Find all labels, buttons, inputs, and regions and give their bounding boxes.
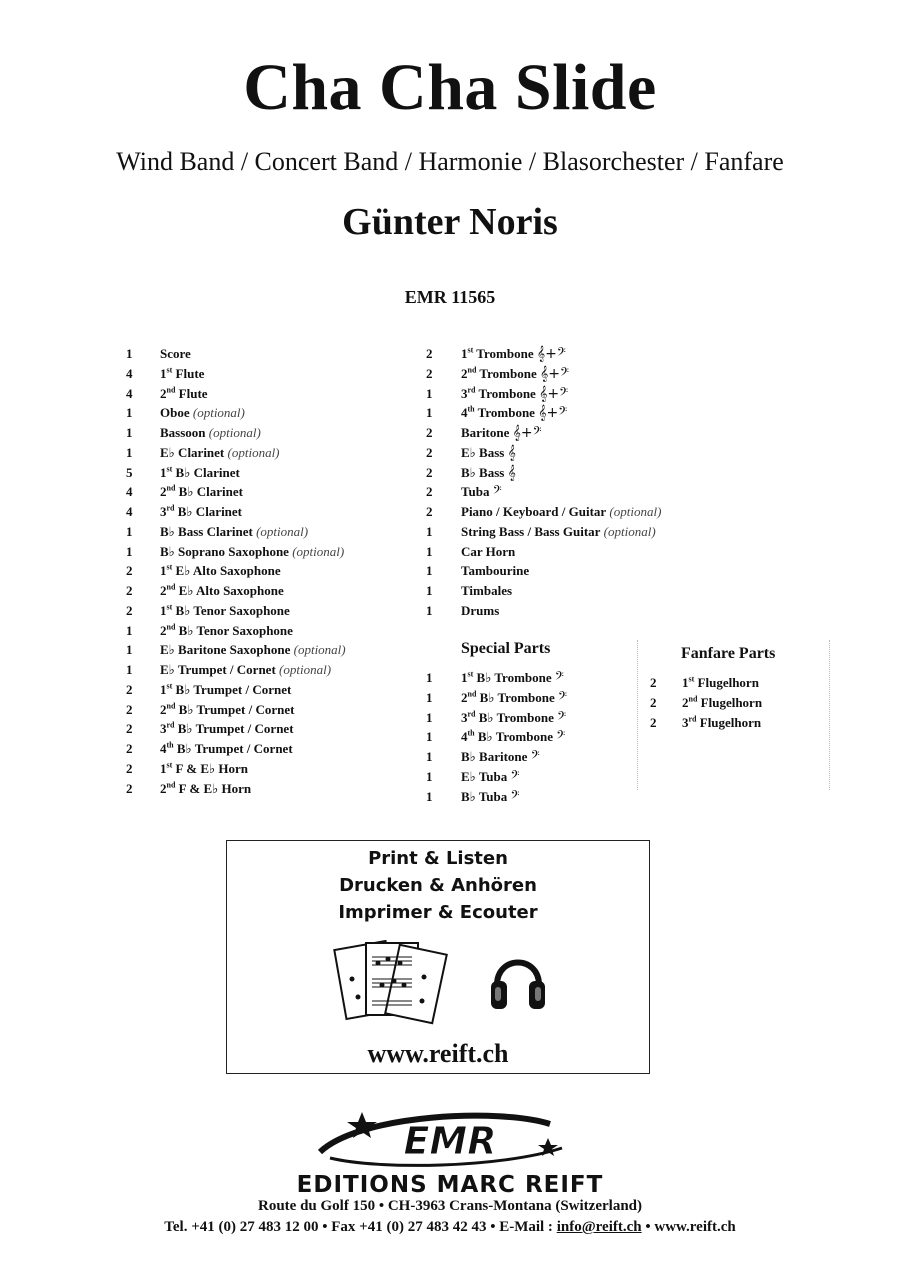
part-quantity: 1 [426,523,433,539]
contact-website[interactable]: • www.reift.ch [641,1219,736,1235]
part-label: B♭ Trombone [475,709,558,725]
divider-line [829,640,830,790]
part-name [461,729,565,745]
part-name [461,465,516,481]
part-label: Car Horn [461,543,516,559]
clef-icon: 𝄢 [510,788,520,805]
part-ordinal: 2 [160,622,167,638]
headphones-icon [489,941,547,1013]
part-label: Flute [172,365,205,381]
part-label: String Bass / Bass Guitar [461,523,601,539]
optional-note: (optional) [224,444,280,460]
part-ordinal-suffix: nd [166,385,176,395]
part-quantity: 2 [650,694,657,710]
part-quantity: 1 [126,543,133,559]
part-label: B♭ Trumpet / Cornet [173,741,293,756]
part-label: B♭ Clarinet [174,504,243,519]
part-quantity: 1 [126,622,133,638]
part-label: Trombone [475,385,540,401]
part-ordinal: 1 [160,681,167,697]
part-ordinal: 1 [160,365,167,381]
optional-note: (optional) [288,543,345,559]
part-name [461,583,512,599]
part-ordinal: 3 [160,504,167,519]
part-name [682,695,762,711]
part-name [461,710,566,726]
part-ordinal-suffix: st [688,674,695,684]
part-label: F & E♭ Horn [172,760,248,776]
part-ordinal: 4 [160,741,167,756]
part-ordinal-suffix: th [467,404,475,414]
part-quantity: 2 [126,602,133,618]
part-name [160,741,293,757]
part-label: B♭ Trombone [476,689,559,705]
part-name [160,405,245,421]
part-name [160,346,191,362]
part-ordinal: 1 [461,346,468,361]
contact-phone-fax: Tel. +41 (0) 27 483 12 00 • Fax +41 (0) 27 483 42 43 • E-Mail : [164,1219,557,1235]
promo-line-german: Drucken & Anhören [339,875,537,896]
part-quantity: 2 [126,681,133,697]
part-name [461,504,661,520]
part-name [160,524,308,540]
clef-icon: 𝄞+𝄢 [512,425,542,441]
optional-note: (optional) [275,662,332,677]
clef-icon: 𝄢 [558,689,568,706]
part-label: E♭ Clarinet [160,444,225,460]
part-label: B♭ Tenor Saxophone [172,602,290,618]
part-name [160,682,291,698]
part-name [682,675,759,691]
part-label: B♭ Baritone [461,749,531,764]
part-ordinal: 2 [682,694,689,710]
part-quantity: 2 [426,365,433,381]
part-name [160,544,344,560]
part-label: Oboe [160,405,190,421]
part-ordinal: 2 [461,689,468,705]
part-quantity: 1 [426,749,433,764]
part-quantity: 2 [126,563,133,579]
part-name [160,721,294,737]
part-quantity: 1 [426,563,433,579]
clef-icon: 𝄞+𝄢 [536,346,566,362]
optional-note: (optional) [600,523,656,539]
part-quantity: 4 [126,385,133,401]
part-ordinal-suffix: nd [166,701,176,711]
part-name [461,524,656,540]
part-quantity: 2 [650,675,657,690]
part-name [160,445,280,461]
part-name [461,386,568,402]
part-ordinal-suffix: rd [166,720,175,730]
optional-note: (optional) [205,425,261,440]
part-name [160,761,248,777]
part-name [461,484,502,500]
part-quantity: 1 [426,768,433,784]
optional-note: (optional) [290,642,346,658]
part-name [461,445,516,461]
optional-note: (optional) [606,504,662,519]
part-label: B♭ Bass [461,464,508,480]
fanfare-parts-heading: Fanfare Parts [681,645,776,662]
part-ordinal: 1 [682,675,689,690]
part-label: E♭ Trumpet / Cornet [160,662,276,677]
part-ordinal: 2 [160,780,167,796]
part-label: E♭ Alto Saxophone [175,583,284,598]
part-ordinal-suffix: st [166,562,173,572]
part-name [160,702,294,718]
part-quantity: 1 [126,444,133,460]
part-label: B♭ Soprano Saxophone [160,543,289,559]
part-quantity: 2 [650,714,657,730]
part-name [461,690,567,706]
logo-lettering: EMR [403,1119,497,1163]
part-quantity: 1 [126,346,133,361]
part-label: Bassoon [160,425,206,440]
part-quantity: 1 [426,405,433,421]
part-label: B♭ Trumpet / Cornet [172,681,292,697]
part-label: E♭ Alto Saxophone [172,563,281,579]
part-ordinal: 2 [160,583,167,598]
part-ordinal: 3 [461,385,468,401]
part-quantity: 1 [126,642,133,658]
part-quantity: 2 [126,760,133,776]
part-name [461,749,540,765]
part-ordinal-suffix: nd [467,365,477,375]
part-label: E♭ Baritone Saxophone [160,642,291,658]
part-quantity: 4 [126,365,133,381]
part-quantity: 1 [426,729,433,745]
part-ordinal-suffix: st [166,602,173,612]
publisher-address: Route du Golf 150 • CH-3963 Crans-Montana (Switzerland) [258,1198,642,1214]
part-label: Baritone [461,425,513,440]
part-name [160,425,261,441]
part-ordinal-suffix: th [467,728,475,738]
part-ordinal: 2 [461,365,468,381]
clef-icon: 𝄢 [492,484,502,501]
clef-icon: 𝄢 [510,768,520,785]
part-ordinal-suffix: st [166,365,173,375]
part-label: B♭ Clarinet [172,464,240,480]
part-ordinal: 4 [461,729,468,745]
part-quantity: 1 [426,670,433,685]
catalog-number: EMR 11565 [404,287,496,307]
print-listen-box [226,840,650,1074]
part-quantity: 1 [126,523,133,539]
part-name [461,789,520,805]
part-label: Drums [461,602,500,618]
part-quantity: 1 [126,425,133,440]
part-ordinal: 1 [160,563,167,579]
part-quantity: 1 [426,709,433,725]
part-label: B♭ Clarinet [175,484,243,500]
part-quantity: 2 [126,701,133,717]
part-ordinal-suffix: nd [166,483,176,493]
publisher-contact [0,1219,900,1236]
sheet-music-icon [332,939,452,1031]
part-name [160,583,284,599]
part-ordinal: 3 [160,721,167,737]
clef-icon: 𝄢 [554,670,564,686]
part-quantity: 1 [426,543,433,559]
part-name [160,603,290,619]
part-ordinal: 1 [160,760,167,776]
part-name [160,386,208,402]
score-title: Cha Cha Slide [243,51,657,124]
part-ordinal: 1 [461,670,468,685]
composer-name: Günter Noris [342,201,558,243]
part-label: B♭ Tenor Saxophone [175,622,293,638]
part-label: Flute [175,385,208,401]
part-ordinal: 2 [160,701,167,717]
part-name [461,769,520,785]
part-quantity: 2 [426,425,433,440]
part-quantity: 2 [426,464,433,480]
promo-line-english: Print & Listen [368,848,508,869]
optional-note: (optional) [252,523,309,539]
part-ordinal-suffix: st [166,464,173,474]
part-ordinal-suffix: th [166,740,174,750]
part-label: E♭ Bass [461,444,508,460]
part-name [160,781,251,797]
part-label: Trombone [473,346,537,361]
part-quantity: 2 [426,346,433,361]
promo-website[interactable]: www.reift.ch [367,1039,509,1068]
clef-icon: 𝄞+𝄢 [539,385,569,402]
part-name [160,623,293,639]
promo-line-french: Imprimer & Ecouter [338,902,538,923]
part-quantity: 4 [126,504,133,519]
part-label: B♭ Trumpet / Cornet [175,701,295,717]
part-ordinal-suffix: st [166,760,173,770]
part-label: Piano / Keyboard / Guitar [461,504,607,519]
part-quantity: 1 [426,602,433,618]
part-ordinal: 4 [461,405,468,421]
part-label: Flugelhorn [697,694,763,710]
email-link[interactable]: info@reift.ch [556,1219,642,1235]
part-name [682,715,761,731]
part-quantity: 5 [126,464,133,480]
emr-logo [300,1108,600,1172]
part-quantity: 4 [126,484,133,500]
special-parts-heading: Special Parts [461,640,551,657]
part-quantity: 1 [426,689,433,705]
part-quantity: 1 [126,662,133,677]
part-quantity: 2 [126,721,133,737]
part-label: Score [160,346,191,361]
part-quantity: 1 [126,405,133,421]
part-quantity: 1 [426,788,433,804]
part-quantity: 2 [126,583,133,598]
part-label: Timbales [461,583,513,598]
part-label: Flugelhorn [694,675,759,690]
part-ordinal: 2 [160,385,167,401]
divider-line [637,640,638,790]
part-label: Tambourine [461,563,530,579]
publisher-name: EDITIONS MARC REIFT [296,1172,604,1198]
part-label: E♭ Tuba [461,768,511,784]
part-name [160,465,240,481]
part-name [461,425,542,441]
part-ordinal-suffix: rd [467,385,476,395]
part-ordinal: 3 [461,709,468,725]
part-ordinal: 3 [682,714,689,730]
part-label: B♭ Trombone [474,729,557,745]
part-label: F & E♭ Horn [175,780,252,796]
optional-note: (optional) [189,405,245,421]
part-quantity: 2 [126,780,133,796]
part-ordinal-suffix: st [467,669,474,679]
part-ordinal: 2 [160,484,167,500]
clef-icon: 𝄞 [507,464,516,481]
ensemble-subtitle: Wind Band / Concert Band / Harmonie / Blasorchester / Fanfare [116,147,784,176]
part-ordinal-suffix: rd [166,503,175,513]
part-name [461,405,567,421]
part-name [160,504,242,520]
part-ordinal-suffix: rd [467,709,476,719]
part-label: Flugelhorn [696,714,762,730]
part-name [160,484,243,500]
part-quantity: 2 [426,484,433,500]
part-quantity: 1 [426,385,433,401]
part-quantity: 1 [426,583,433,598]
part-name [461,366,569,382]
part-ordinal: 1 [160,464,167,480]
part-name [461,544,515,560]
clef-icon: 𝄢 [556,729,566,746]
part-name [461,346,566,362]
part-name [461,603,499,619]
part-label: Trombone [476,365,540,381]
part-quantity: 2 [426,504,433,519]
part-label: B♭ Trumpet / Cornet [174,721,294,737]
part-ordinal-suffix: st [166,681,173,691]
part-ordinal: 1 [160,602,167,618]
part-ordinal-suffix: rd [688,714,697,724]
part-name [160,366,204,382]
part-quantity: 2 [126,741,133,756]
part-ordinal-suffix: nd [688,694,698,704]
part-name [160,662,331,678]
part-name [461,670,564,686]
part-name [461,563,529,579]
part-quantity: 2 [426,444,433,460]
clef-icon: 𝄞 [507,444,516,461]
part-label: Trombone [474,405,539,421]
part-label: B♭ Tuba [461,788,511,804]
part-ordinal-suffix: nd [166,582,176,592]
clef-icon: 𝄞+𝄢 [539,365,569,382]
part-ordinal-suffix: st [467,345,474,355]
part-label: B♭ Trombone [473,670,555,685]
clef-icon: 𝄢 [530,749,540,765]
part-label: Tuba [461,484,493,500]
clef-icon: 𝄢 [557,709,567,726]
part-ordinal-suffix: nd [467,689,477,699]
clef-icon: 𝄞+𝄢 [538,405,568,422]
part-label: B♭ Bass Clarinet [160,523,253,539]
part-name [160,563,281,579]
part-ordinal-suffix: nd [166,622,176,632]
part-name [160,642,346,658]
part-ordinal-suffix: nd [166,780,176,790]
